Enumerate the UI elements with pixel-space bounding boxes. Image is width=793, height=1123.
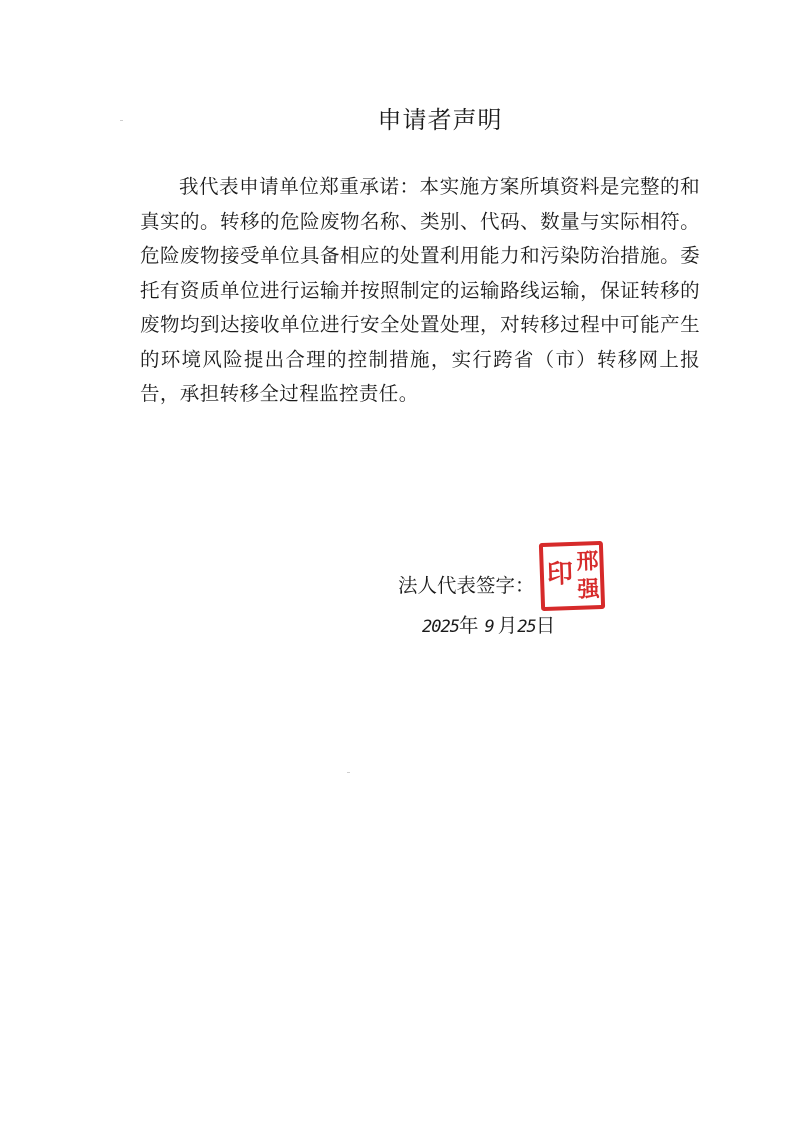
date-month: 9 bbox=[484, 617, 494, 637]
seal-left-char: 印 bbox=[546, 558, 574, 590]
date-year-suffix: 年 bbox=[458, 614, 479, 637]
signature-date bbox=[422, 610, 555, 638]
date-day: 25 bbox=[517, 617, 536, 637]
seal-right-chars: 邢强 bbox=[576, 548, 600, 603]
date-month-suffix: 月 bbox=[497, 614, 518, 637]
scan-speck bbox=[347, 772, 350, 773]
seal-stamp bbox=[539, 541, 605, 611]
date-day-suffix: 日 bbox=[535, 614, 556, 637]
signature-label: 法人代表签字： bbox=[398, 574, 535, 597]
scan-speck bbox=[120, 120, 123, 121]
declaration-body: 我代表申请单位郑重承诺：本实施方案所填资料是完整的和真实的。转移的危险废物名称、类别、代码、数量与实际相符。危险废物接受单位具备相应的处置利用能力和污染防治措施。委托有资质单位进行运输并按照制定的运输路线运输，保证转移的废物均到达接收单位进行安全处置处理，对转移过程中可能产生的环境风险提出合理的控制措施，实行跨省（市）转移网上报告，承担转移全过程监控责任。 bbox=[140, 175, 700, 405]
signature-block bbox=[398, 570, 658, 650]
page-title: 申请者声明 bbox=[377, 106, 503, 134]
date-year: 2025 bbox=[422, 617, 459, 637]
